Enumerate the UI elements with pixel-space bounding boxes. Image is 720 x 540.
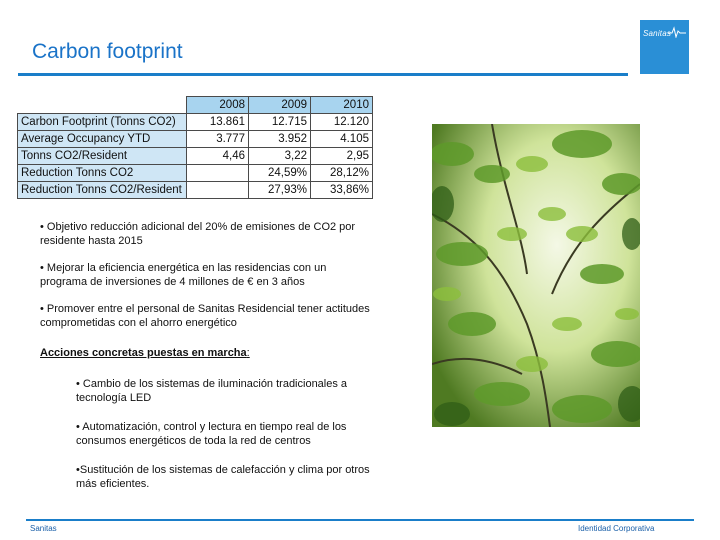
title-divider [18, 73, 628, 76]
row-label: Average Occupancy YTD [18, 131, 187, 148]
table-corner-cell [18, 97, 187, 114]
table-column-header: 2008 [187, 97, 249, 114]
table-cell: 4.105 [311, 131, 373, 148]
table-cell [187, 165, 249, 182]
actions-heading [40, 347, 250, 359]
table-cell: 3.777 [187, 131, 249, 148]
heartbeat-icon [668, 26, 686, 38]
row-label: Tonns CO2/Resident [18, 148, 187, 165]
table-cell: 12.715 [249, 114, 311, 131]
footer-caption: Identidad Corporativa [578, 524, 655, 533]
actions-list [76, 377, 376, 506]
actions-heading-colon: : [246, 347, 250, 359]
footer-brand: Sanitas [30, 524, 57, 533]
tree-canopy-photo [432, 124, 640, 427]
actions-heading-text: Acciones concretas puestas en marcha [40, 347, 247, 359]
leaves-illustration [432, 124, 640, 427]
carbon-footprint-table [17, 96, 373, 199]
footer-divider [26, 519, 694, 521]
table-cell [187, 182, 249, 199]
table-cell: 2,95 [311, 148, 373, 165]
table-cell: 27,93% [249, 182, 311, 199]
action-item: • Cambio de los sistemas de iluminación tradicionales a tecnología LED [76, 378, 348, 404]
sanitas-logo [640, 20, 689, 74]
table-cell: 33,86% [311, 182, 373, 199]
table-cell: 13.861 [187, 114, 249, 131]
table-header-row [18, 97, 373, 114]
table-row [18, 165, 373, 182]
row-label: Reduction Tonns CO2/Resident [18, 182, 187, 199]
table-cell: 4,46 [187, 148, 249, 165]
table-row [18, 114, 373, 131]
objectives-list [40, 220, 370, 343]
table-cell: 3,22 [249, 148, 311, 165]
table-cell: 3.952 [249, 131, 311, 148]
logo-wordmark: Sanitas [643, 29, 672, 38]
row-label: Carbon Footprint (Tonns CO2) [18, 114, 187, 131]
table-cell: 24,59% [249, 165, 311, 182]
table-column-header: 2010 [311, 97, 373, 114]
objective-item: • Promover entre el personal de Sanitas Residencial tener actitudes comprometidas con el ahorro energético [40, 303, 370, 329]
slide-title: Carbon footprint [32, 40, 183, 63]
table-row [18, 148, 373, 165]
table-cell: 12.120 [311, 114, 373, 131]
table-cell: 28,12% [311, 165, 373, 182]
action-item: • Automatización, control y lectura en tiempo real de los consumos energéticos de toda la red de centros [76, 421, 347, 447]
table-row [18, 182, 373, 199]
row-label: Reduction Tonns CO2 [18, 165, 187, 182]
table-column-header: 2009 [249, 97, 311, 114]
objective-item: • Mejorar la eficiencia energética en las residencias con un programa de inversiones de 4 millones de € en 3 años [40, 262, 327, 288]
action-item: •Sustitución de los sistemas de calefacción y clima por otros más eficientes. [76, 464, 370, 490]
table-row [18, 131, 373, 148]
objective-item: • Objetivo reducción adicional del 20% de emisiones de CO2 por residente hasta 2015 [40, 221, 356, 247]
